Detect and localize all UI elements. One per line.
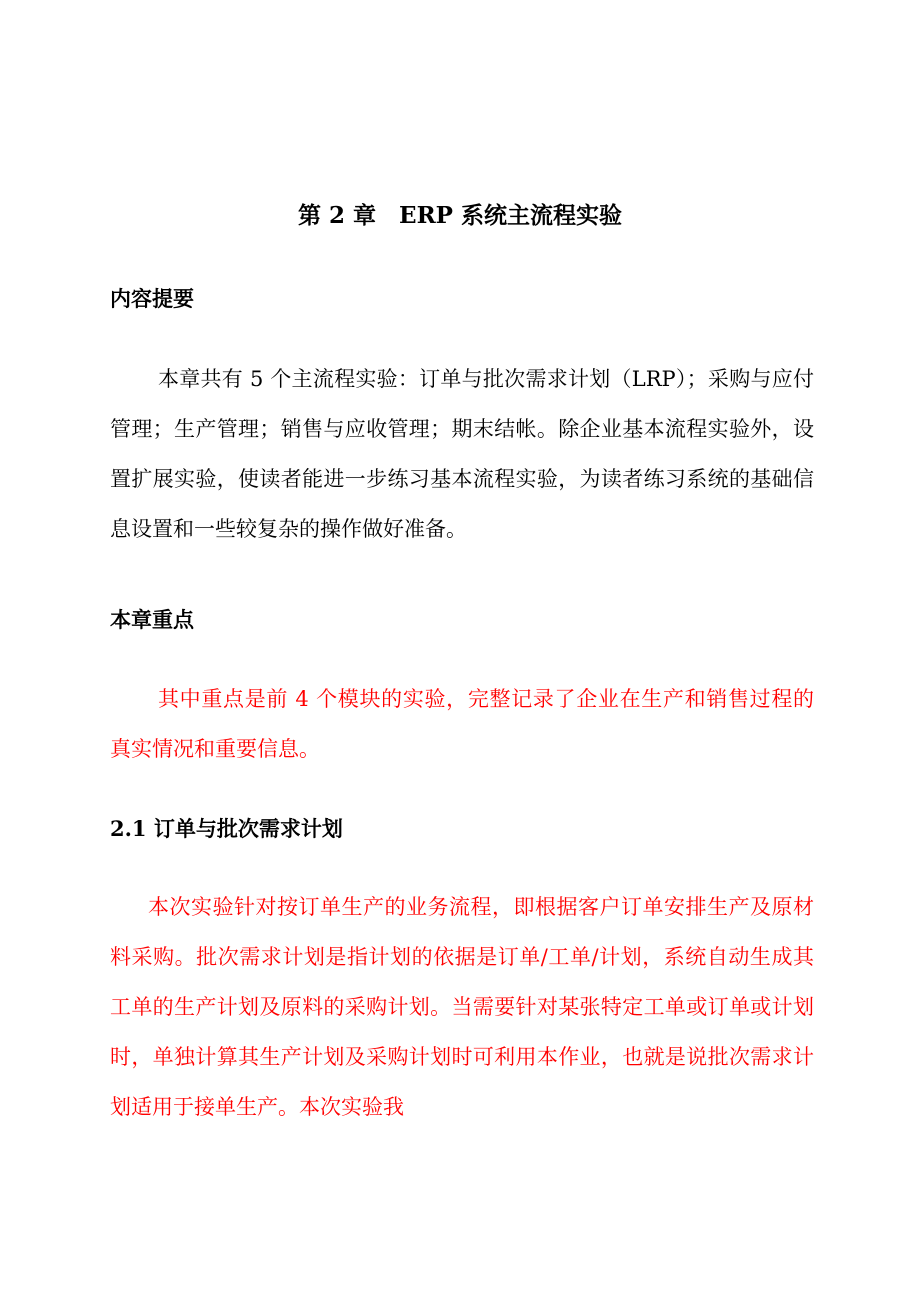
chapter-title: 第 2 章 ERP 系统主流程实验 (298, 202, 622, 229)
focus-paragraph: 其中重点是前 4 个模块的实验，完整记录了企业在生产和销售过程的真实情况和重要信息。 (110, 687, 814, 761)
summary-heading: 内容提要 (110, 286, 194, 311)
focus-heading: 本章重点 (110, 607, 194, 632)
section-2-1-heading: 2.1 订单与批次需求计划 (110, 816, 343, 841)
section-2-1-paragraph: 本次实验针对按订单生产的业务流程，即根据客户订单安排生产及原材料采购。批次需求计划是指计划的依据是订单/工单/计划，系统自动生成其工单的生产计划及原料的采购计划。当需要针对某张特定工单或订单或计划时，单独计算其生产计划及采购计划时可利用本作业，也就是说批次需求计划适用于接单生产。本次实验我 (110, 895, 814, 1119)
summary-paragraph: 本章共有 5 个主流程实验：订单与批次需求计划（LRP）；采购与应付管理；生产管理；销售与应收管理；期末结帐。除企业基本流程实验外，设置扩展实验，使读者能进一步练习基本流程实验，为读者练习系统的基础信息设置和一些较复杂的操作做好准备。 (110, 367, 814, 541)
